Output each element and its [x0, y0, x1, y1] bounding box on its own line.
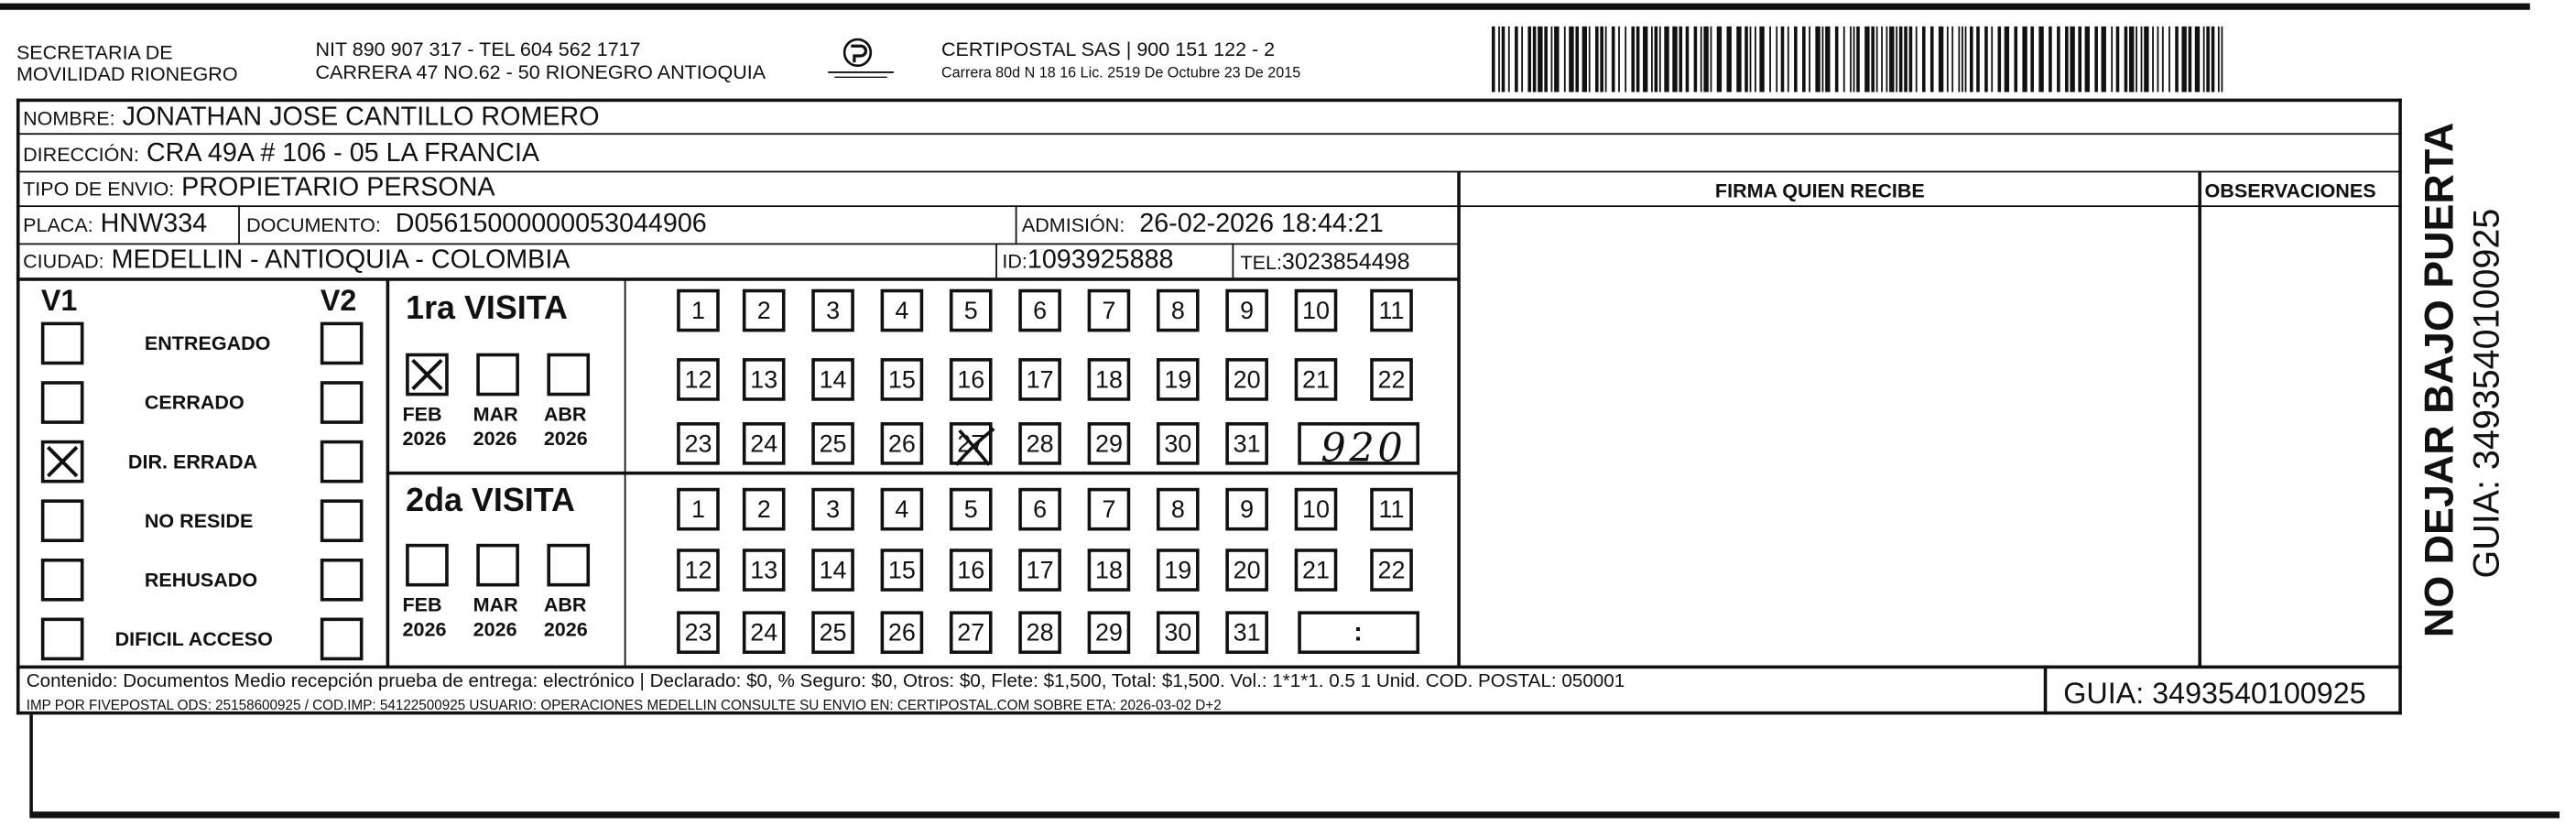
barcode-bar — [2203, 27, 2205, 92]
barcode-bar — [1686, 27, 1690, 92]
nit-line-2: CARRERA 47 NO.62 - 50 RIONEGRO ANTIOQUIA — [315, 60, 766, 84]
barcode-bar — [1947, 27, 1949, 92]
v2-checkbox[interactable] — [321, 440, 364, 484]
barcode-bar — [1515, 27, 1518, 92]
admission-sep — [1016, 205, 1017, 243]
id-row — [1002, 248, 1173, 275]
barcode-bar — [1498, 27, 1500, 92]
bottom-border — [29, 811, 2560, 818]
year-label: 2026 — [543, 427, 588, 451]
barcode-bar — [1631, 27, 1635, 92]
barcode-bar — [1809, 27, 1810, 92]
barcode-bar — [2168, 27, 2170, 92]
tel-value: 3023854498 — [1281, 247, 1410, 275]
barcode-bar — [1745, 27, 1748, 92]
barcode-bar — [2218, 27, 2220, 92]
barcode-bar — [1600, 27, 1603, 92]
barcode-bar — [1970, 27, 1973, 92]
month-label: FEB — [402, 402, 442, 426]
time-box[interactable] — [1298, 422, 1419, 472]
barcode-bar — [1853, 27, 1855, 92]
barcode-bar — [1815, 27, 1820, 92]
barcode-bar — [1871, 27, 1875, 92]
barcode-bar — [2085, 27, 2090, 92]
day-box[interactable]: 5 — [950, 488, 993, 531]
barcode-bar — [2221, 27, 2223, 92]
day-box[interactable]: 24 — [743, 422, 786, 465]
certipostal-logo-icon — [821, 36, 900, 82]
plate-row — [23, 212, 207, 238]
day-box[interactable]: 18 — [1088, 358, 1131, 401]
day-box[interactable]: 14 — [811, 358, 854, 401]
day-box[interactable]: 7 — [1088, 289, 1131, 332]
receiver-signature-area[interactable] — [1461, 207, 2197, 664]
month-checkbox[interactable] — [547, 544, 590, 587]
day-box[interactable]: 19 — [1157, 549, 1200, 592]
admission-value: 26-02-2026 18:44:21 — [1139, 210, 1384, 239]
v1-checkbox[interactable] — [41, 381, 84, 424]
second-visit-title: 2da VISITA — [406, 483, 575, 519]
city-value: MEDELLIN - ANTIOQUIA - COLOMBIA — [111, 246, 571, 275]
barcode-bar — [1694, 27, 1698, 92]
day-box[interactable]: 3 — [811, 289, 854, 332]
v1-checkbox[interactable] — [41, 559, 84, 602]
barcode-bar — [1889, 27, 1894, 92]
day-box[interactable]: 10 — [1295, 289, 1338, 332]
barcode-bar — [1701, 27, 1702, 92]
day-box[interactable]: 21 — [1295, 358, 1338, 401]
barcode-bar — [2162, 27, 2164, 92]
day-box[interactable]: 16 — [950, 549, 993, 592]
barcode-bar — [1922, 27, 1926, 92]
barcode-bar — [1825, 27, 1830, 92]
barcode-bar — [1554, 27, 1559, 92]
observations-area[interactable] — [2201, 207, 2398, 664]
barcode-bar — [1965, 27, 1967, 92]
day-box[interactable]: 28 — [1018, 611, 1061, 654]
barcode-bar — [1605, 27, 1607, 92]
barcode-bar — [1679, 27, 1682, 92]
guide-box-sep — [2044, 666, 2048, 715]
barcode-bar — [1904, 27, 1908, 92]
city-label: CIUDAD: — [23, 249, 104, 273]
barcode-bar — [1672, 27, 1677, 92]
day-box[interactable]: 10 — [1295, 488, 1338, 531]
day-box[interactable]: 14 — [811, 549, 854, 592]
barcode-bar — [1843, 27, 1845, 92]
handwritten-time: 920 — [1321, 425, 1407, 472]
time-placeholder: : — [1353, 619, 1363, 647]
day-box[interactable]: 17 — [1018, 549, 1061, 592]
day-box[interactable]: 20 — [1225, 358, 1268, 401]
id-sep — [995, 244, 997, 278]
barcode-bar — [1909, 27, 1913, 92]
v2-checkbox[interactable] — [321, 559, 364, 602]
frame-top — [16, 99, 2402, 103]
day-box[interactable]: 2 — [743, 488, 786, 531]
day-box[interactable]: 4 — [881, 289, 924, 332]
day-box[interactable]: 29 — [1088, 422, 1131, 465]
day-box[interactable]: 3 — [811, 488, 854, 531]
day-box[interactable]: 31 — [1225, 611, 1268, 654]
check-x-icon — [44, 443, 80, 479]
document-value: D05615000000053044906 — [395, 210, 707, 239]
barcode-bar — [1886, 27, 1888, 92]
year-label: 2026 — [543, 617, 588, 641]
barcode-bar — [1575, 27, 1579, 92]
issuer-line-2: MOVILIDAD RIONEGRO — [16, 62, 238, 86]
name-value: JONATHAN JOSE CANTILLO ROMERO — [122, 103, 600, 132]
barcode-bar — [1508, 27, 1510, 92]
status-label: DIFICIL ACCESO — [114, 627, 273, 651]
day-box[interactable]: 27 — [950, 611, 993, 654]
barcode-bar — [2181, 27, 2186, 92]
barcode-bar — [1899, 27, 1903, 92]
id-label: ID: — [1002, 249, 1027, 273]
barcode-bar — [1856, 27, 1860, 92]
guide-box: GUIA: 3493540100925 — [2063, 677, 2366, 711]
day-box[interactable]: 30 — [1157, 611, 1200, 654]
admission-row — [1022, 212, 1384, 238]
day-box[interactable]: 1 — [677, 488, 720, 531]
day-box[interactable]: 29 — [1088, 611, 1131, 654]
v1-checkbox[interactable] — [41, 618, 84, 661]
barcode-bar — [1930, 27, 1934, 92]
tel-row — [1240, 247, 1410, 275]
day-box[interactable]: 31 — [1225, 422, 1268, 465]
type-label: TIPO DE ENVIO: — [23, 177, 175, 201]
no-under-door-text: NO DEJAR BAJO PUERTA — [2416, 122, 2463, 638]
document-label: DOCUMENTO: — [246, 213, 381, 237]
courier-line-1: CERTIPOSTAL SAS | 900 151 122 - 2 — [940, 38, 1276, 61]
barcode-bar — [2158, 27, 2159, 92]
barcode-bar — [2005, 27, 2009, 92]
day-box[interactable]: 6 — [1018, 488, 1061, 531]
frame-left — [16, 99, 20, 715]
time-box[interactable] — [1298, 611, 1419, 654]
barcode-bar — [1643, 27, 1647, 92]
barcode-bar — [1538, 27, 1542, 92]
barcode-bar — [1788, 27, 1789, 92]
row-line-5 — [16, 277, 1459, 281]
barcode-bar — [1794, 27, 1798, 92]
row-line-4 — [16, 244, 1459, 245]
barcode-bar — [1991, 27, 1993, 92]
day-box[interactable]: 9 — [1225, 488, 1268, 531]
barcode-bar — [1916, 27, 1918, 92]
day-box[interactable]: 7 — [1088, 488, 1131, 531]
barcode-bar — [1864, 27, 1869, 92]
v2-checkbox[interactable] — [321, 381, 364, 424]
day-box[interactable]: 15 — [881, 549, 924, 592]
address-value: CRA 49A # 106 - 05 LA FRANCIA — [146, 139, 540, 168]
day-box[interactable]: 5 — [950, 289, 993, 332]
day-box[interactable]: 30 — [1157, 422, 1200, 465]
barcode-bar — [2125, 27, 2128, 92]
v2-checkbox[interactable] — [321, 618, 364, 661]
v1-checkbox[interactable] — [41, 499, 84, 542]
barcode-bar — [1711, 27, 1712, 92]
day-box[interactable]: 26 — [881, 611, 924, 654]
day-box[interactable]: 23 — [677, 611, 720, 654]
barcode-bar — [2116, 27, 2120, 92]
barcode-bar — [1781, 27, 1785, 92]
day-box[interactable]: 25 — [811, 611, 854, 654]
row-line-1 — [16, 133, 2402, 135]
month-label: FEB — [402, 592, 442, 616]
top-border — [0, 4, 2530, 10]
name-row — [23, 105, 599, 132]
barcode-bar — [1750, 27, 1752, 92]
barcode-bar — [2136, 27, 2137, 92]
day-box[interactable]: 22 — [1370, 549, 1413, 592]
day-x-mark-icon — [950, 422, 999, 472]
day-box[interactable]: 13 — [743, 549, 786, 592]
barcode-bar — [2014, 27, 2017, 92]
nit-line-1: NIT 890 907 317 - TEL 604 562 1717 — [315, 38, 641, 61]
issuer-line-1: SECRETARIA DE — [16, 40, 173, 64]
lower-left-line — [29, 714, 33, 813]
day-box[interactable]: 20 — [1225, 549, 1268, 592]
barcode-bar — [1527, 27, 1531, 92]
year-label: 2026 — [473, 617, 517, 641]
barcode-bar — [2049, 27, 2052, 92]
frame-right — [2398, 99, 2402, 715]
month-label: MAR — [473, 592, 518, 616]
barcode-bar — [1703, 27, 1708, 92]
barcode-bar — [2111, 27, 2113, 92]
day-box[interactable]: 24 — [743, 611, 786, 654]
barcode-bar — [1544, 27, 1548, 92]
barcode-bar — [1976, 27, 1980, 92]
barcode-bar — [1717, 27, 1722, 92]
day-box[interactable]: 28 — [1018, 422, 1061, 465]
day-box[interactable]: 11 — [1370, 488, 1413, 531]
barcode-bar — [1850, 27, 1852, 92]
barcode-bar — [2206, 27, 2210, 92]
day-box[interactable]: 23 — [677, 422, 720, 465]
barcode-bar — [1881, 27, 1883, 92]
day-box[interactable]: 21 — [1295, 549, 1338, 592]
barcode-bar — [1582, 27, 1587, 92]
barcode-bar — [1625, 27, 1626, 92]
day-box[interactable]: 12 — [677, 358, 720, 401]
barcode-bar — [1533, 27, 1537, 92]
courier-line-2: Carrera 80d N 18 16 Lic. 2519 De Octubre 23 De 2015 — [940, 63, 1301, 81]
barcode-bar — [1736, 27, 1741, 92]
barcode-bar — [1651, 27, 1653, 92]
barcode-bar — [2094, 27, 2098, 92]
barcode-bar — [2152, 27, 2154, 92]
side-guide-text: GUIA: 3493540100925 — [2465, 208, 2507, 579]
barcode-bar — [1564, 27, 1566, 92]
barcode-bar — [1802, 27, 1806, 92]
day-box[interactable]: 26 — [881, 422, 924, 465]
barcode-bar — [1822, 27, 1824, 92]
barcode-bar — [1835, 27, 1839, 92]
month-checkbox[interactable] — [547, 353, 590, 397]
address-row — [23, 141, 539, 168]
barcode-bar — [1939, 27, 1943, 92]
barcode-bar — [1521, 27, 1523, 92]
day-box[interactable]: 12 — [677, 549, 720, 592]
v1-checkbox[interactable] — [41, 440, 84, 484]
admission-label: ADMISIÓN: — [1021, 213, 1125, 237]
barcode-bar — [2129, 27, 2134, 92]
barcode-bar — [2078, 27, 2081, 92]
day-box[interactable]: 6 — [1018, 289, 1061, 332]
barcode-bar — [1502, 27, 1505, 92]
month-label: ABR — [543, 592, 587, 616]
contents-line: Contenido: Documentos Medio recepción prueba de entrega: electrónico | Declarado: $0, % Seguro: $0, Otros: $0, Flete: $1,500, Total: $1,500. Vol.: 1*1*1. 0.5 1 Unid. COD. POSTAL: 050001 — [26, 671, 1625, 692]
barcode-bar — [1759, 27, 1764, 92]
print-line: IMP POR FIVEPOSTAL ODS: 25158600925 / COD.IMP: 54122500925 USUARIO: OPERACIONES MEDELLIN CONSULTE SU ENVIO EN: CERTIPOSTAL.COM SOBRE ETA: 2026-03-02 D+2 — [26, 696, 1222, 713]
observations-header: OBSERVACIONES — [2204, 179, 2376, 202]
visit-split-line — [387, 472, 1459, 475]
day-box[interactable]: 2 — [743, 289, 786, 332]
barcode-bar — [2189, 27, 2192, 92]
barcode-bar — [1569, 27, 1573, 92]
barcode-bar — [2212, 27, 2215, 92]
day-box[interactable]: 4 — [881, 488, 924, 531]
v1-label: V1 — [40, 284, 78, 318]
barcode-bar — [1984, 27, 1988, 92]
barcode-bar — [2038, 27, 2043, 92]
barcode-icon — [1492, 27, 2228, 92]
barcode-bar — [2141, 27, 2143, 92]
tel-sep — [1233, 244, 1234, 278]
year-label: 2026 — [473, 427, 517, 451]
barcode-bar — [1769, 27, 1771, 92]
barcode-bar — [2030, 27, 2034, 92]
tel-label: TEL: — [1240, 251, 1282, 275]
month-checkbox[interactable] — [406, 353, 449, 397]
barcode-bar — [1655, 27, 1658, 92]
day-box[interactable]: 27 — [950, 422, 993, 465]
year-label: 2026 — [402, 617, 447, 641]
barcode-bar — [1618, 27, 1620, 92]
barcode-bar — [1776, 27, 1777, 92]
day-box[interactable]: 1 — [677, 289, 720, 332]
month-label: ABR — [543, 402, 587, 426]
address-label: DIRECCIÓN: — [23, 143, 139, 167]
barcode-bar — [1962, 27, 1963, 92]
status-label: REHUSADO — [144, 568, 258, 592]
day-box[interactable]: 16 — [950, 358, 993, 401]
barcode-bar — [2065, 27, 2069, 92]
month-label: MAR — [473, 402, 518, 426]
barcode-bar — [1551, 27, 1553, 92]
barcode-bar — [1636, 27, 1640, 92]
day-box[interactable]: 22 — [1370, 358, 1413, 401]
v1-checkbox[interactable] — [41, 322, 84, 365]
barcode-bar — [1492, 27, 1495, 92]
status-label: ENTREGADO — [144, 331, 271, 355]
day-box[interactable]: 11 — [1370, 289, 1413, 332]
city-row — [23, 248, 570, 275]
barcode-bar — [1896, 27, 1897, 92]
day-box[interactable]: 15 — [881, 358, 924, 401]
day-box[interactable]: 9 — [1225, 289, 1268, 332]
v2-checkbox[interactable] — [321, 499, 364, 542]
check-x-icon — [409, 356, 445, 392]
barcode-bar — [1659, 27, 1661, 92]
day-box[interactable]: 13 — [743, 358, 786, 401]
barcode-bar — [2175, 27, 2179, 92]
month-checkbox[interactable] — [476, 353, 519, 397]
barcode-bar — [2022, 27, 2027, 92]
year-label: 2026 — [402, 427, 447, 451]
barcode-bar — [1664, 27, 1668, 92]
status-label: NO RESIDE — [144, 509, 254, 533]
day-box[interactable]: 8 — [1157, 289, 1200, 332]
day-box[interactable]: 8 — [1157, 488, 1200, 531]
barcode-bar — [2144, 27, 2148, 92]
day-box[interactable]: 17 — [1018, 358, 1061, 401]
plate-value: HNW334 — [100, 210, 208, 239]
v2-checkbox[interactable] — [321, 322, 364, 365]
barcode-bar — [1726, 27, 1731, 92]
plate-label: PLACA: — [23, 213, 93, 237]
type-row — [23, 176, 495, 202]
month-checkbox[interactable] — [406, 544, 449, 587]
barcode-bar — [1998, 27, 2002, 92]
barcode-bar — [1951, 27, 1953, 92]
v2-label: V2 — [320, 284, 357, 318]
barcode-bar — [1612, 27, 1615, 92]
status-label: DIR. ERRADA — [127, 450, 258, 473]
barcode-bar — [2195, 27, 2200, 92]
id-value: 1093925888 — [1027, 246, 1174, 275]
barcode-bar — [2057, 27, 2060, 92]
document-row — [246, 212, 707, 238]
receiver-signature-header: FIRMA QUIEN RECIBE — [1714, 179, 1925, 202]
day-box[interactable]: 19 — [1157, 358, 1200, 401]
type-value: PROPIETARIO PERSONA — [181, 174, 495, 202]
first-visit-title: 1ra VISITA — [406, 290, 568, 328]
name-label: NOMBRE: — [23, 106, 115, 130]
barcode-bar — [2070, 27, 2074, 92]
barcode-bar — [1958, 27, 1960, 92]
barcode-bar — [1876, 27, 1878, 92]
barcode-bar — [1589, 27, 1591, 92]
barcode-bar — [1755, 27, 1756, 92]
month-checkbox[interactable] — [476, 544, 519, 587]
day-box[interactable]: 25 — [811, 422, 854, 465]
status-label: CERRADO — [144, 390, 245, 415]
row-line-2 — [16, 171, 2402, 173]
day-box[interactable]: 18 — [1088, 549, 1131, 592]
plate-sep — [238, 205, 240, 243]
barcode-bar — [2102, 27, 2106, 92]
barcode-bar — [1595, 27, 1599, 92]
